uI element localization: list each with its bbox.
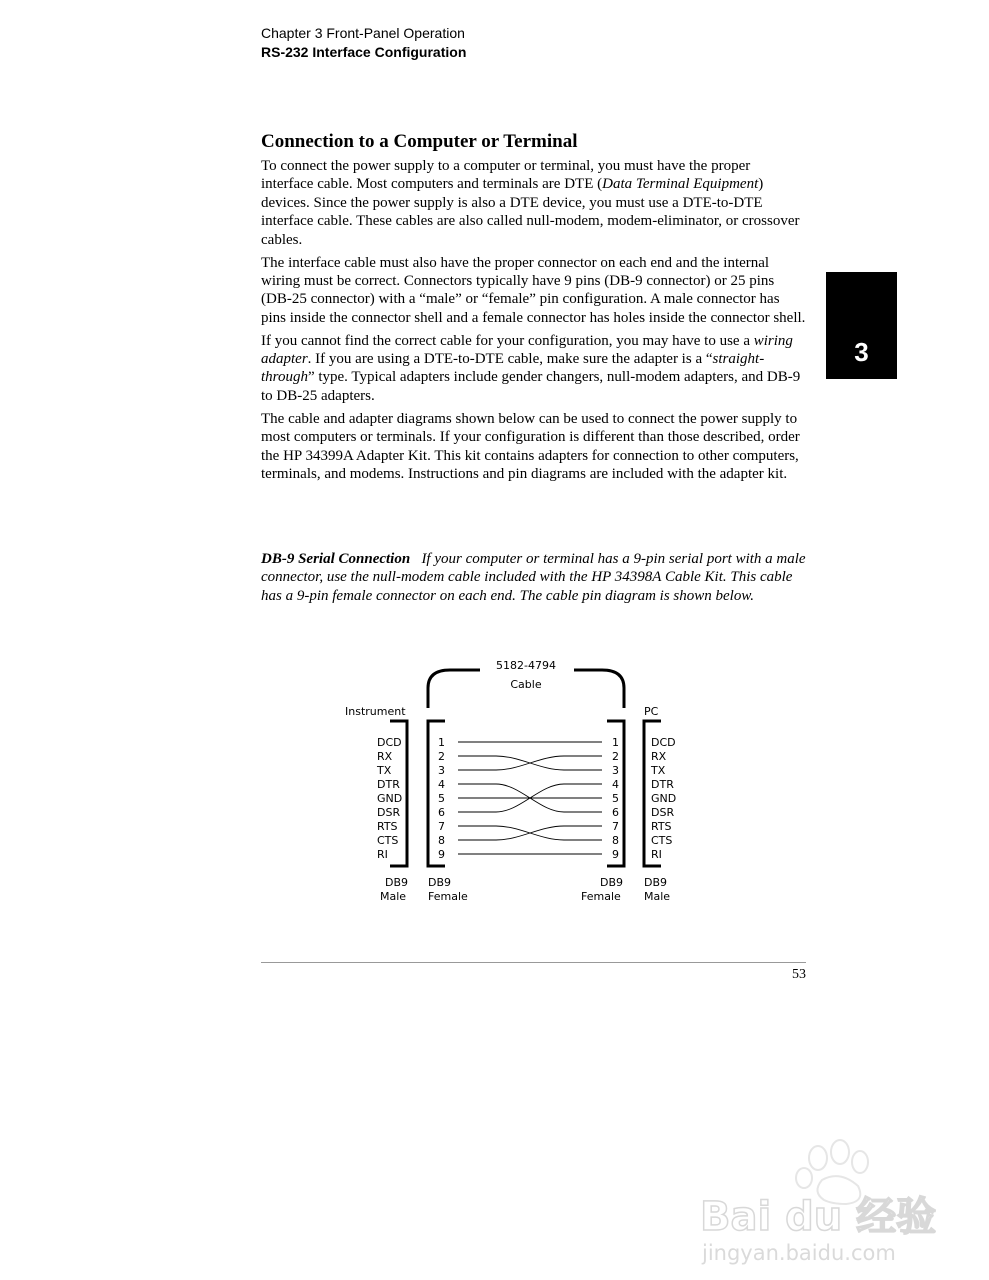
left-pin-9: 9 <box>438 848 445 861</box>
instrument-signal-gnd: GND <box>377 792 403 805</box>
left-female-line2: Female <box>428 890 468 903</box>
pc-signal-rts: RTS <box>651 820 672 833</box>
left-pin-7: 7 <box>438 820 445 833</box>
left-pin-4: 4 <box>438 778 445 791</box>
right-female-line1: DB9 <box>600 876 624 889</box>
db9-lead-paragraph <box>261 550 806 605</box>
instrument-signal-ri: RI <box>377 848 388 861</box>
right-male-line1: DB9 <box>644 876 668 889</box>
watermark-brand: Bai du 经验 <box>700 1194 937 1240</box>
cable-wires <box>458 742 602 854</box>
footer-rule <box>261 962 806 963</box>
chapter-tab: 3 <box>826 272 897 379</box>
pc-signal-tx: TX <box>651 764 666 777</box>
pc-signal-cts: CTS <box>651 834 673 847</box>
left-male-line2: Male <box>380 890 407 903</box>
instrument-signal-dsr: DSR <box>377 806 401 819</box>
right-pin-4: 4 <box>612 778 619 791</box>
running-header-chapter: Chapter 3 Front-Panel Operation <box>261 25 465 41</box>
cable-label: Cable <box>510 678 542 691</box>
left-pin-5: 5 <box>438 792 445 805</box>
instrument-signal-dcd: DCD <box>377 736 402 749</box>
right-female-line2: Female <box>581 890 621 903</box>
left-pin-3: 3 <box>438 764 445 777</box>
cable-hood-right <box>574 670 624 708</box>
cable-hood-left <box>428 670 480 708</box>
instrument-signal-tx: TX <box>377 764 392 777</box>
watermark-url: jingyan.baidu.com <box>702 1241 896 1265</box>
right-pin-6: 6 <box>612 806 619 819</box>
pc-signal-dtr: DTR <box>651 778 674 791</box>
running-header-section: RS-232 Interface Configuration <box>261 44 467 60</box>
section-title: Connection to a Computer or Terminal <box>261 131 578 152</box>
right-pin-5: 5 <box>612 792 619 805</box>
left-pin-8: 8 <box>438 834 445 847</box>
instrument-signal-dtr: DTR <box>377 778 400 791</box>
left-pin-6: 6 <box>438 806 445 819</box>
right-pin-1: 1 <box>612 736 619 749</box>
wire-pin-8 <box>458 826 602 840</box>
pc-signal-gnd: GND <box>651 792 677 805</box>
baidu-watermark <box>700 1130 940 1270</box>
pc-signal-dcd: DCD <box>651 736 676 749</box>
right-male-line2: Male <box>644 890 671 903</box>
pin-rows <box>376 736 676 861</box>
pc-title: PC <box>644 705 659 718</box>
instrument-signal-cts: CTS <box>377 834 399 847</box>
left-pin-2: 2 <box>438 750 445 763</box>
db9-lead-text: If your computer or terminal has a 9-pin serial port with a male connector, use the null-modem cable included with the HP 34398A Cable Kit. This cable has a 9-pin female connector on each end. The cable pin diagram is shown below. <box>261 551 806 604</box>
page-number: 53 <box>792 967 806 982</box>
right-pin-3: 3 <box>612 764 619 777</box>
instrument-signal-rx: RX <box>377 750 393 763</box>
right-pin-2: 2 <box>612 750 619 763</box>
paragraph-4: The cable and adapter diagrams shown below can be used to connect the power supply to most computers or terminals. If your configuration is different than those described, order the HP 34399A Adapter Kit. This kit contains adapters for connection to other computers, terminals, and modems. Instructions and pin diagrams are included with the adapter kit. <box>261 410 800 482</box>
left-female-line1: DB9 <box>428 876 452 889</box>
wire-pin-3 <box>458 756 602 770</box>
db9-lead-title: DB-9 Serial Connection <box>261 551 411 567</box>
right-pin-8: 8 <box>612 834 619 847</box>
cable-pin-diagram <box>330 650 690 910</box>
paragraph-1: To connect the power supply to a computer or terminal, you must have the proper interface cable. Most computers and terminals are DTE (Data Terminal Equipment) devices. Since the power supply is also a DTE device, you must use a DTE-to-DTE interface cable. These cables are also called null-modem, modem-eliminator, or crossover cables. <box>261 158 800 248</box>
pc-signal-ri: RI <box>651 848 662 861</box>
body-text <box>261 157 806 488</box>
right-pin-9: 9 <box>612 848 619 861</box>
left-pin-1: 1 <box>438 736 445 749</box>
left-male-line1: DB9 <box>385 876 409 889</box>
paragraph-2: The interface cable must also have the proper connector on each end and the internal wiring must be correct. Connectors typically have 9 pins (DB-9 connector) or 25 pins (DB-25 connector) with a “male” or “female” pin configuration. A male connector has pins inside the connector shell and a female connector has holes inside the connector shell. <box>261 254 806 326</box>
instrument-title: Instrument <box>345 705 406 718</box>
pc-signal-dsr: DSR <box>651 806 675 819</box>
cable-part-number: 5182-4794 <box>496 659 556 672</box>
right-pin-7: 7 <box>612 820 619 833</box>
paragraph-3: If you cannot find the correct cable for your configuration, you may have to use a wiring adapter. If you are using a DTE-to-DTE cable, make sure the adapter is a “straight-through” type. Typical adapters include gender changers, null-modem adapters, and DB-9 to DB-25 adapters. <box>261 332 801 404</box>
pc-signal-rx: RX <box>651 750 667 763</box>
instrument-signal-rts: RTS <box>377 820 398 833</box>
